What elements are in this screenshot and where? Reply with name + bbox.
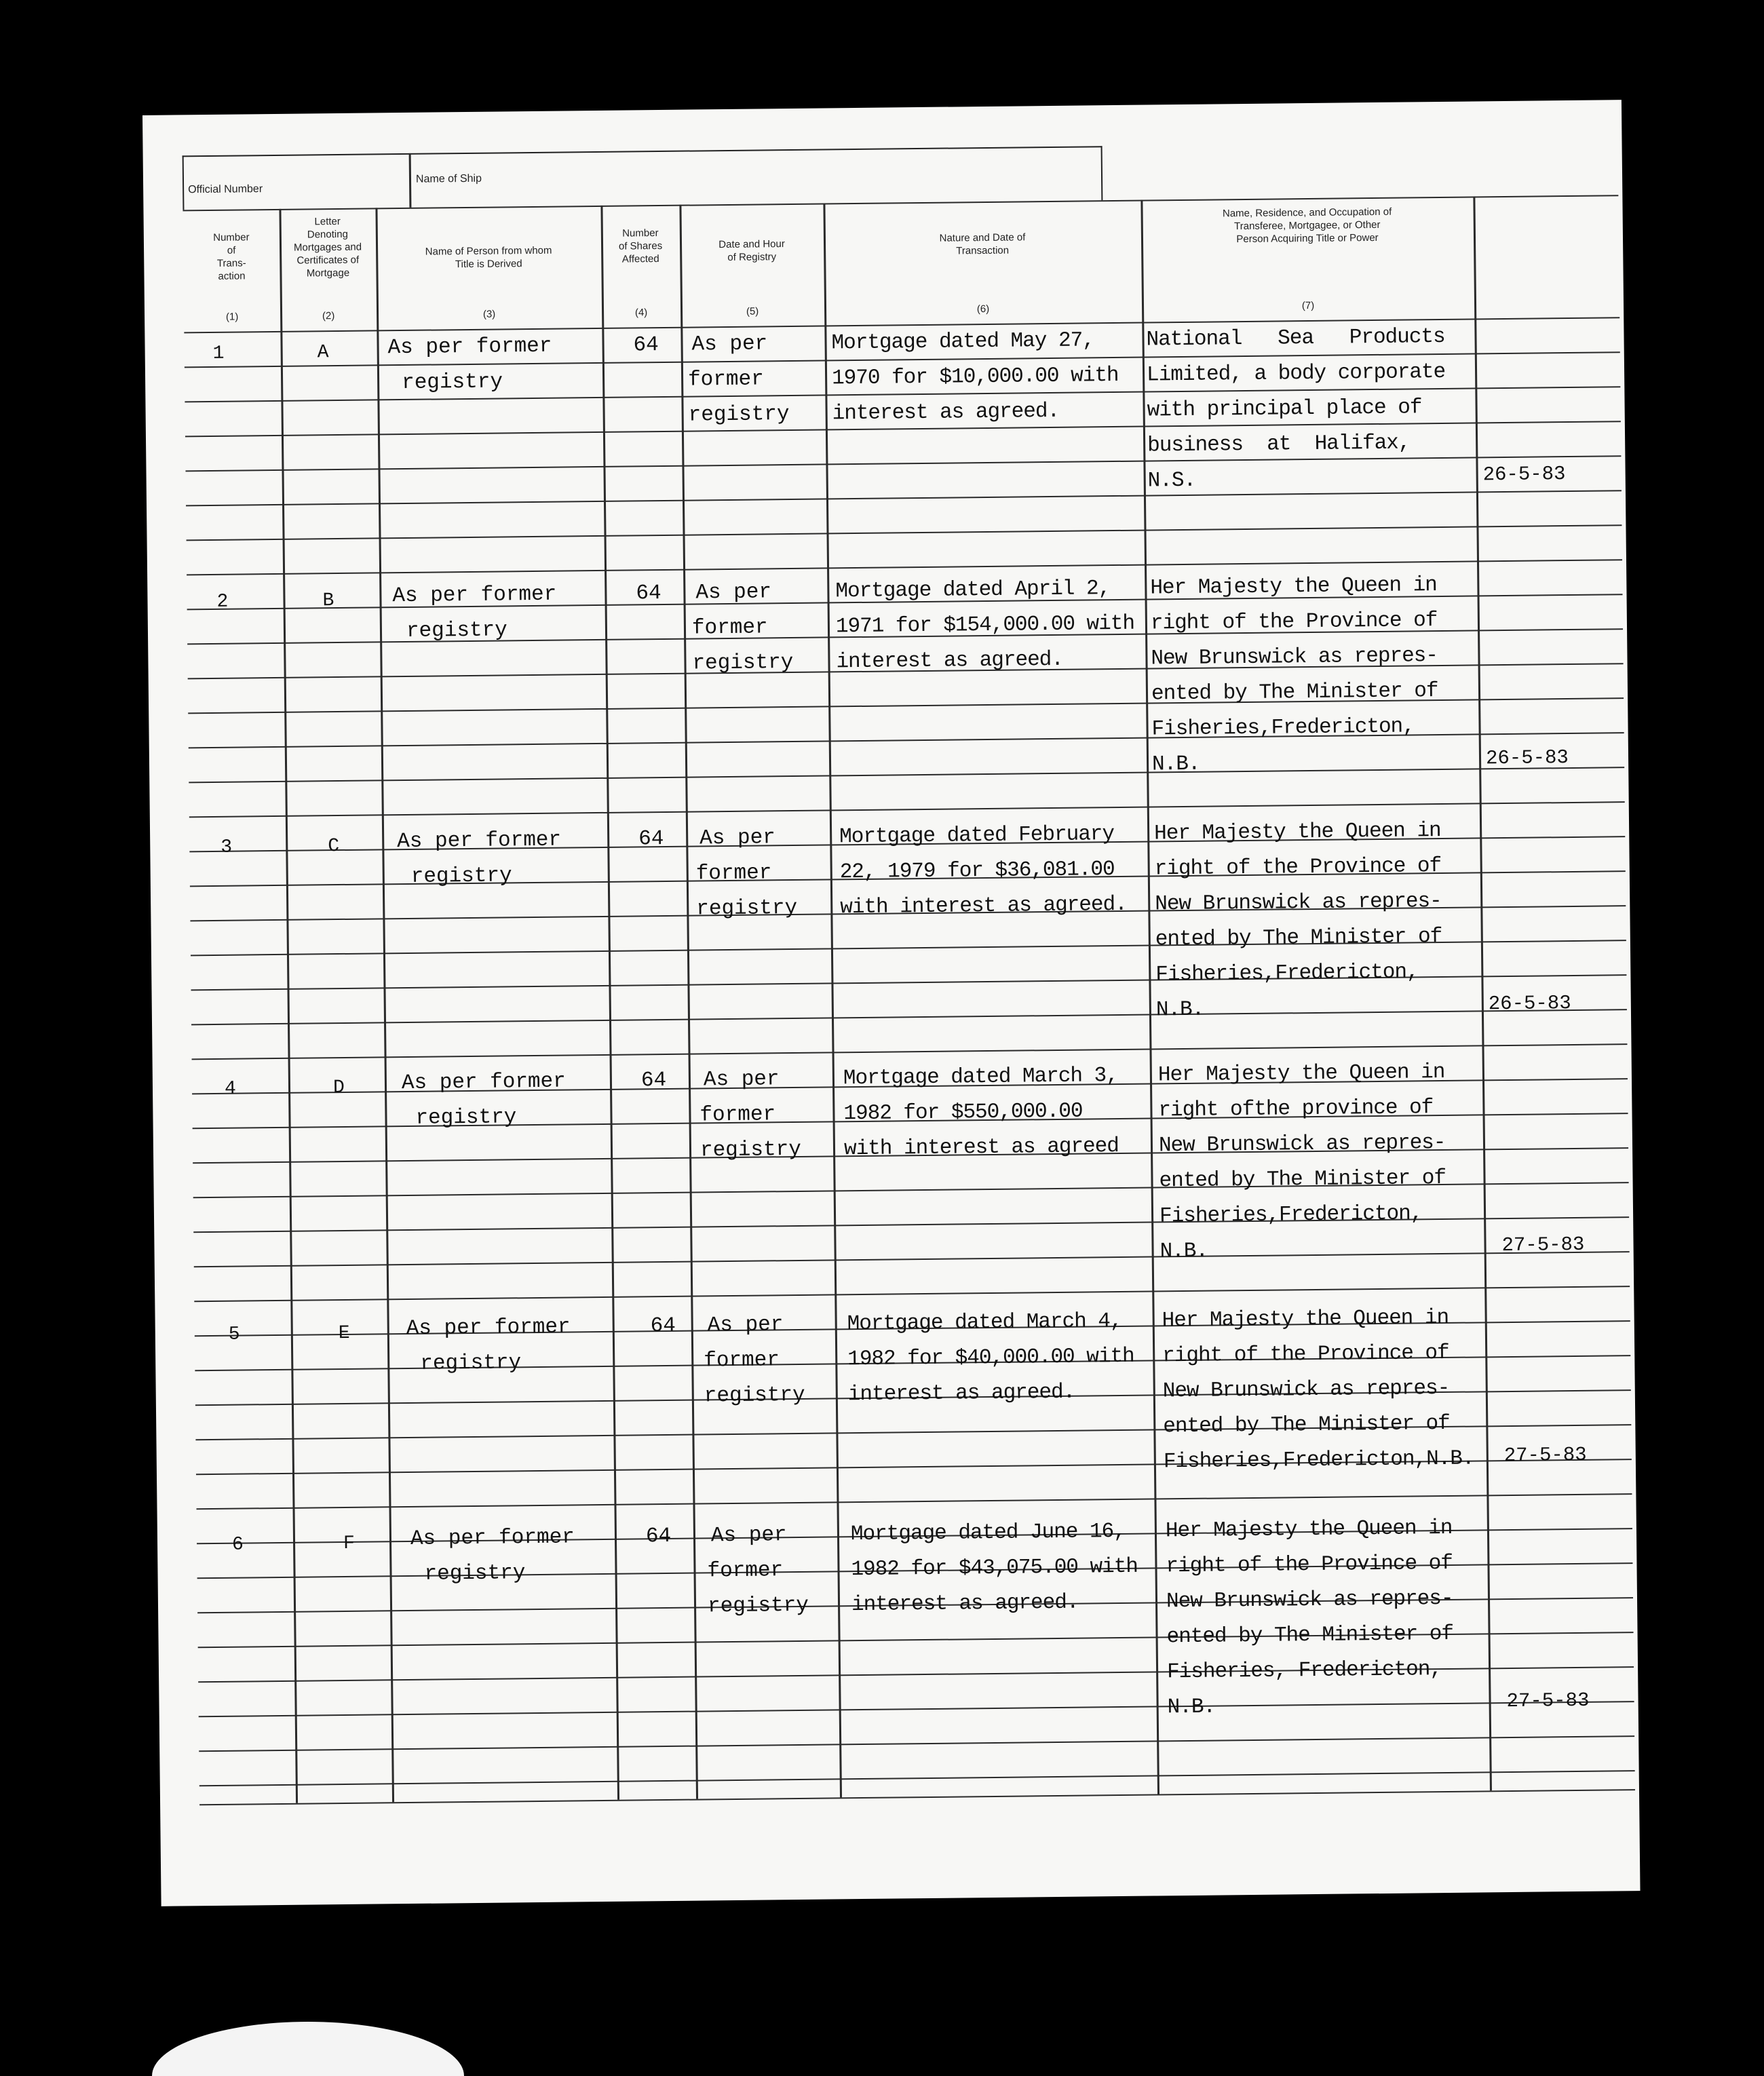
transaction-nature-line: Mortgage dated June 16, xyxy=(850,1519,1126,1547)
transferee-line: right of the Province of xyxy=(1154,854,1442,881)
registry-date: 26-5-83 xyxy=(1482,463,1566,486)
ruled-line xyxy=(199,1735,1634,1752)
shares-affected: 64 xyxy=(636,581,662,606)
transaction-nature-line: 1970 for $10,000.00 with xyxy=(831,363,1119,391)
transaction-number: 6 xyxy=(231,1534,244,1556)
registry-date: 27-5-83 xyxy=(1501,1233,1585,1257)
transaction-nature-line: Mortgage dated March 4, xyxy=(847,1309,1122,1337)
column-header-1: Number of Trans- action xyxy=(213,231,250,282)
transaction-number: 3 xyxy=(220,837,233,858)
registry-line: registry xyxy=(688,402,790,427)
ruled-line xyxy=(191,1009,1627,1025)
transferee-line: Her Majesty the Queen in xyxy=(1165,1516,1453,1543)
register-table xyxy=(142,100,1622,115)
transaction-nature-line: Mortgage dated March 3, xyxy=(843,1064,1118,1091)
ruled-line xyxy=(185,455,1621,472)
registry-line: As per xyxy=(695,580,772,605)
registry-line: registry xyxy=(696,896,798,921)
transaction-nature-line: 22, 1979 for $36,081.00 xyxy=(839,858,1115,885)
registry-line: As per xyxy=(707,1313,784,1338)
ruled-line xyxy=(194,1251,1630,1267)
title-from-line: registry xyxy=(410,864,512,889)
transaction-nature-line: Mortgage dated April 2, xyxy=(835,577,1111,604)
official-number-label: Official Number xyxy=(188,183,263,196)
transferee-line: Fisheries,Fredericton, xyxy=(1155,960,1419,987)
registry-line: former xyxy=(687,367,764,392)
transaction-number: 4 xyxy=(224,1078,237,1100)
mortgage-letter: C xyxy=(328,836,340,858)
ruled-line xyxy=(189,801,1625,818)
column-header-5: Date and Hour of Registry xyxy=(718,238,785,263)
registry-line: registry xyxy=(707,1593,809,1619)
registry-line: As per xyxy=(710,1523,787,1548)
ruled-line xyxy=(187,524,1622,541)
ruled-line xyxy=(197,1493,1632,1510)
transferee-line: right of the Province of xyxy=(1162,1341,1449,1368)
mortgage-letter: A xyxy=(317,342,329,364)
column-number-1: (1) xyxy=(225,311,239,323)
registry-line: registry xyxy=(704,1383,805,1408)
transferee-line: ented by The Minister of xyxy=(1151,679,1438,706)
mortgage-letter: F xyxy=(343,1533,356,1555)
ruled-line xyxy=(186,490,1622,506)
transferee-line: Her Majesty the Queen in xyxy=(1157,1060,1445,1088)
title-from-line: As per former xyxy=(401,1069,566,1096)
title-from-line: As per former xyxy=(392,582,557,609)
transferee-line: New Brunswick as repres- xyxy=(1158,1130,1446,1158)
transferee-line: N.B. xyxy=(1159,1239,1208,1264)
paper-corner xyxy=(152,2022,464,2076)
transferee-line: N.S. xyxy=(1147,468,1196,493)
registry-line: former xyxy=(699,1102,776,1128)
column-rule-2 xyxy=(375,208,394,1802)
shares-affected: 64 xyxy=(650,1313,676,1339)
transferee-line: Fisheries, Fredericton, xyxy=(1166,1657,1442,1685)
transferee-line: ented by The Minister of xyxy=(1159,1166,1446,1193)
column-number-3: (3) xyxy=(482,308,496,320)
title-from-line: registry xyxy=(415,1105,517,1130)
transferee-line: N.B. xyxy=(1155,997,1204,1022)
ship-name-label: Name of Ship xyxy=(415,172,482,185)
transaction-nature-line: interest as agreed. xyxy=(836,647,1064,674)
registry-line: former xyxy=(695,861,772,886)
shares-affected: 64 xyxy=(633,333,659,358)
transferee-line: ented by The Minister of xyxy=(1166,1621,1454,1649)
transaction-nature-line: 1982 for $550,000.00 xyxy=(843,1099,1083,1126)
column-rule-4 xyxy=(679,205,698,1799)
transferee-line: New Brunswick as repres- xyxy=(1151,644,1438,671)
transferee-line: Her Majesty the Queen in xyxy=(1162,1305,1449,1333)
title-from-line: registry xyxy=(420,1351,522,1376)
transferee-line: ented by The Minister of xyxy=(1155,925,1442,952)
ship-header-box xyxy=(183,146,1103,210)
transaction-nature-line: interest as agreed. xyxy=(851,1590,1079,1617)
title-from-line: As per former xyxy=(410,1525,575,1551)
shares-affected: 64 xyxy=(645,1524,672,1549)
transferee-line: N.B. xyxy=(1151,752,1200,777)
mortgage-letter: D xyxy=(332,1077,345,1099)
transferee-line: New Brunswick as repres- xyxy=(1155,889,1442,917)
registry-date: 26-5-83 xyxy=(1485,746,1569,770)
column-number-4: (4) xyxy=(634,307,648,319)
column-number-7: (7) xyxy=(1301,299,1315,312)
registry-line: registry xyxy=(692,650,794,676)
transferee-line: right of the Province of xyxy=(1150,609,1438,636)
ruled-line xyxy=(199,1701,1634,1717)
column-header-6: Nature and Date of Transaction xyxy=(939,231,1026,257)
shares-affected: 64 xyxy=(638,827,664,851)
shares-affected: 64 xyxy=(640,1068,667,1093)
transferee-line: right ofthe province of xyxy=(1158,1096,1434,1123)
column-rule-3 xyxy=(600,206,619,1800)
transferee-line: business at Halifax, xyxy=(1147,431,1411,458)
transferee-line: National Sea Products xyxy=(1146,324,1445,352)
ruled-line xyxy=(189,767,1624,783)
transaction-nature-line: with interest as agreed xyxy=(843,1134,1119,1161)
transferee-line: with principal place of xyxy=(1147,396,1422,423)
transaction-nature-line: interest as agreed. xyxy=(847,1380,1075,1407)
ruled-line xyxy=(194,1286,1630,1302)
column-header-3: Name of Person from whom Title is Derived xyxy=(425,244,552,271)
title-from-line: registry xyxy=(424,1561,526,1586)
column-header-7: Name, Residence, and Occupation of Transferee, Mortgagee, or Other Person Acquiring Title or Power xyxy=(1222,206,1392,246)
title-from-line: As per former xyxy=(397,828,562,854)
title-from-line: As per former xyxy=(387,334,552,360)
transaction-nature-line: 1971 for $154,000.00 with xyxy=(835,611,1135,639)
title-from-line: registry xyxy=(401,370,503,396)
ruled-line xyxy=(199,1770,1635,1786)
registry-date: 26-5-83 xyxy=(1488,992,1571,1016)
transaction-nature-line: 1982 for $43,075.00 with xyxy=(851,1554,1138,1582)
registry-date: 27-5-83 xyxy=(1506,1689,1590,1713)
registry-line: registry xyxy=(699,1137,802,1163)
transferee-line: right of the Province of xyxy=(1166,1551,1453,1579)
register-sheet xyxy=(142,100,1641,1906)
column-number-5: (5) xyxy=(746,305,759,318)
transferee-line: Fisheries,Fredericton, xyxy=(1159,1202,1423,1229)
transferee-line: Fisheries,Fredericton,N.B. xyxy=(1163,1446,1474,1474)
registry-line: As per xyxy=(691,332,768,357)
column-header-4: Number of Shares Affected xyxy=(618,227,663,265)
transaction-nature-line: 1982 for $40,000.00 with xyxy=(847,1344,1134,1372)
transaction-nature-line: interest as agreed. xyxy=(832,399,1060,426)
transferee-line: New Brunswick as repres- xyxy=(1162,1376,1450,1404)
transferee-line: Her Majesty the Queen in xyxy=(1150,573,1438,600)
column-rule-1 xyxy=(279,209,298,1803)
registry-line: former xyxy=(707,1558,784,1583)
transferee-line: Limited, a body corporate xyxy=(1146,360,1446,387)
transaction-number: 1 xyxy=(212,343,225,364)
column-number-6: (6) xyxy=(976,303,990,315)
transferee-line: ented by The Minister of xyxy=(1163,1411,1450,1439)
mortgage-letter: E xyxy=(338,1322,350,1345)
transaction-nature-line: Mortgage dated February xyxy=(839,822,1115,849)
registry-line: As per xyxy=(703,1067,780,1092)
registry-date: 27-5-83 xyxy=(1503,1443,1587,1467)
registry-line: former xyxy=(704,1348,780,1373)
transferee-line: N.B. xyxy=(1167,1695,1216,1720)
mortgage-letter: B xyxy=(322,590,334,612)
transferee-line: New Brunswick as repres- xyxy=(1166,1586,1453,1614)
transferee-line: Her Majesty the Queen in xyxy=(1153,819,1441,846)
registry-line: As per xyxy=(699,826,776,851)
registry-line: former xyxy=(691,615,768,640)
column-header-2: Letter Denoting Mortgages and Certificates of Mortgage xyxy=(293,215,362,280)
transaction-number: 2 xyxy=(216,591,229,613)
column-number-2: (2) xyxy=(322,310,335,322)
transaction-nature-line: Mortgage dated May 27, xyxy=(831,328,1095,355)
table-bottom-rule xyxy=(199,1789,1635,1805)
column-rule-5 xyxy=(823,203,842,1797)
transferee-line: Fisheries,Fredericton, xyxy=(1151,714,1415,742)
title-from-line: registry xyxy=(406,618,507,643)
title-from-line: As per former xyxy=(406,1315,571,1341)
transaction-number: 5 xyxy=(228,1324,240,1345)
transaction-nature-line: with interest as agreed. xyxy=(840,892,1127,920)
ruled-line xyxy=(192,1043,1628,1060)
